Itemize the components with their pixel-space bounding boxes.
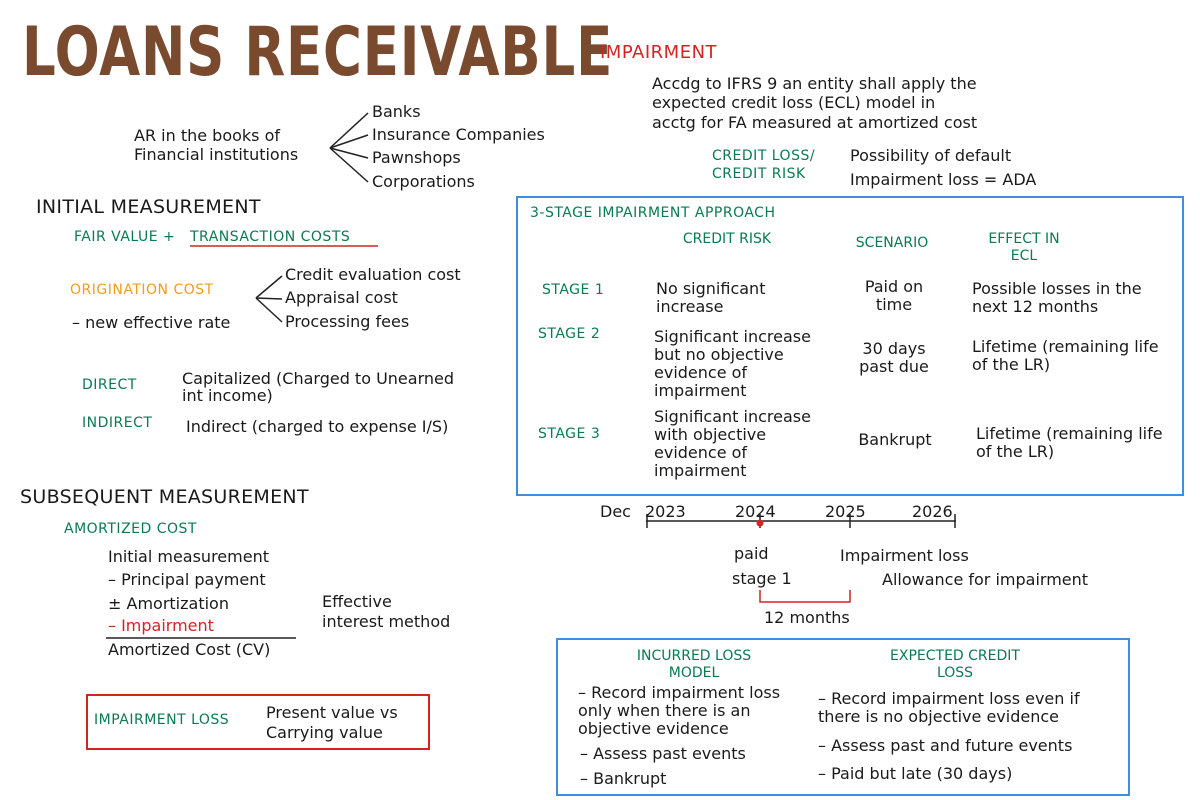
timeline-allowance: Allowance for impairment (882, 570, 1089, 589)
incurred-item-3: – Bankrupt (580, 769, 667, 788)
ar-branch-corporations: Corporations (372, 172, 475, 191)
stage3-effect: Lifetime (remaining life of the LR) (976, 424, 1163, 461)
possibility-of-default: Possibility of default (850, 146, 1012, 165)
origination-item-appraisal: Appraisal cost (285, 288, 398, 307)
new-effective-rate: – new effective rate (72, 313, 231, 332)
timeline-impairment-loss: Impairment loss (840, 546, 969, 565)
incurred-loss-title: INCURRED LOSS MODEL (636, 648, 752, 681)
impairment-loss-line2: Carrying value (266, 723, 383, 742)
eim-line2: interest method (322, 612, 451, 631)
subsequent-measurement-heading: SUBSEQUENT MEASUREMENT (20, 486, 309, 508)
incurred-item-1: – Record impairment loss only when there is an objective evidence (578, 683, 781, 738)
initial-measurement-line: Initial measurement (108, 547, 269, 566)
eim-line1: Effective (322, 592, 392, 611)
stage1-risk: No significant increase (656, 279, 766, 316)
timeline-start: Dec (600, 502, 631, 521)
amortization-line: ± Amortization (108, 594, 229, 613)
stage2-effect: Lifetime (remaining life of the LR) (972, 337, 1159, 374)
stage2-label: STAGE 2 (538, 326, 601, 342)
timeline-12-months: 12 months (764, 608, 850, 627)
stage1-label: STAGE 1 (542, 282, 605, 298)
fair-value-label: FAIR VALUE + (74, 229, 176, 245)
initial-measurement-heading: INITIAL MEASUREMENT (36, 196, 261, 218)
transaction-costs-label: TRANSACTION COSTS (190, 229, 351, 245)
timeline-year-2024: 2024 (735, 502, 776, 521)
three-stage-heading: 3-STAGE IMPAIRMENT APPROACH (530, 205, 776, 221)
indirect-label: INDIRECT (82, 415, 153, 431)
expected-item-1: – Record impairment loss even if there is no objective evidence (818, 689, 1080, 726)
ar-branch-banks: Banks (372, 102, 421, 121)
amortized-cost-total: Amortized Cost (CV) (108, 640, 271, 659)
credit-loss-line1: CREDIT LOSS/ (712, 148, 816, 164)
col-scenario: SCENARIO (855, 235, 929, 251)
ar-label-line1: AR in the books of (134, 126, 281, 145)
origination-item-processing: Processing fees (285, 312, 410, 331)
impairment-heading: IMPAIRMENT (600, 42, 718, 63)
origination-item-credit: Credit evaluation cost (285, 265, 461, 284)
credit-loss-line2: CREDIT RISK (712, 166, 806, 182)
stage2-risk: Significant increase but no objective evidence of impairment (654, 327, 811, 400)
timeline-year-2025: 2025 (825, 502, 866, 521)
expected-item-2: – Assess past and future events (818, 736, 1073, 755)
direct-label: DIRECT (82, 377, 137, 393)
impairment-line: – Impairment (108, 616, 214, 635)
principal-payment-line: – Principal payment (108, 570, 266, 589)
timeline-paid: paid (734, 544, 769, 563)
ar-branch-insurance: Insurance Companies (372, 125, 545, 144)
impairment-text-line1: Accdg to IFRS 9 an entity shall apply the (652, 74, 977, 93)
page-title: LOANS RECEIVABLE (22, 13, 614, 92)
stage2-scenario: 30 days past due (859, 339, 929, 376)
direct-text-line1: Capitalized (Charged to Unearned (182, 369, 455, 388)
timeline-stage1: stage 1 (732, 569, 792, 588)
amortized-cost-label: AMORTIZED COST (64, 521, 197, 537)
impairment-loss-line1: Present value vs (266, 703, 398, 722)
impairment-equation: Impairment loss = ADA (850, 170, 1037, 189)
stage1-effect: Possible losses in the next 12 months (972, 279, 1142, 316)
origination-cost-label: ORIGINATION COST (70, 282, 214, 298)
stage3-scenario: Bankrupt (858, 430, 932, 449)
expected-item-3: – Paid but late (30 days) (818, 764, 1013, 783)
incurred-item-2: – Assess past events (580, 744, 746, 763)
stage1-scenario: Paid on time (864, 277, 924, 314)
ar-label-line2: Financial institutions (134, 145, 299, 164)
ar-branch-pawnshops: Pawnshops (372, 148, 461, 167)
impairment-text-line3: acctg for FA measured at amortized cost (652, 113, 978, 132)
col-credit-risk: CREDIT RISK (682, 231, 772, 247)
expected-credit-loss-title: EXPECTED CREDIT LOSS (890, 648, 1020, 681)
indirect-text: Indirect (charged to expense I/S) (186, 417, 449, 436)
direct-text-line2: int income) (182, 386, 273, 405)
impairment-text-line2: expected credit loss (ECL) model in (652, 93, 936, 112)
timeline-year-2026: 2026 (912, 502, 953, 521)
timeline-year-2023: 2023 (645, 502, 686, 521)
stage3-risk: Significant increase with objective evidence of impairment (654, 407, 811, 480)
impairment-loss-label: IMPAIRMENT LOSS (94, 712, 230, 728)
col-effect: EFFECT IN ECL (988, 231, 1060, 264)
stage3-label: STAGE 3 (538, 426, 601, 442)
